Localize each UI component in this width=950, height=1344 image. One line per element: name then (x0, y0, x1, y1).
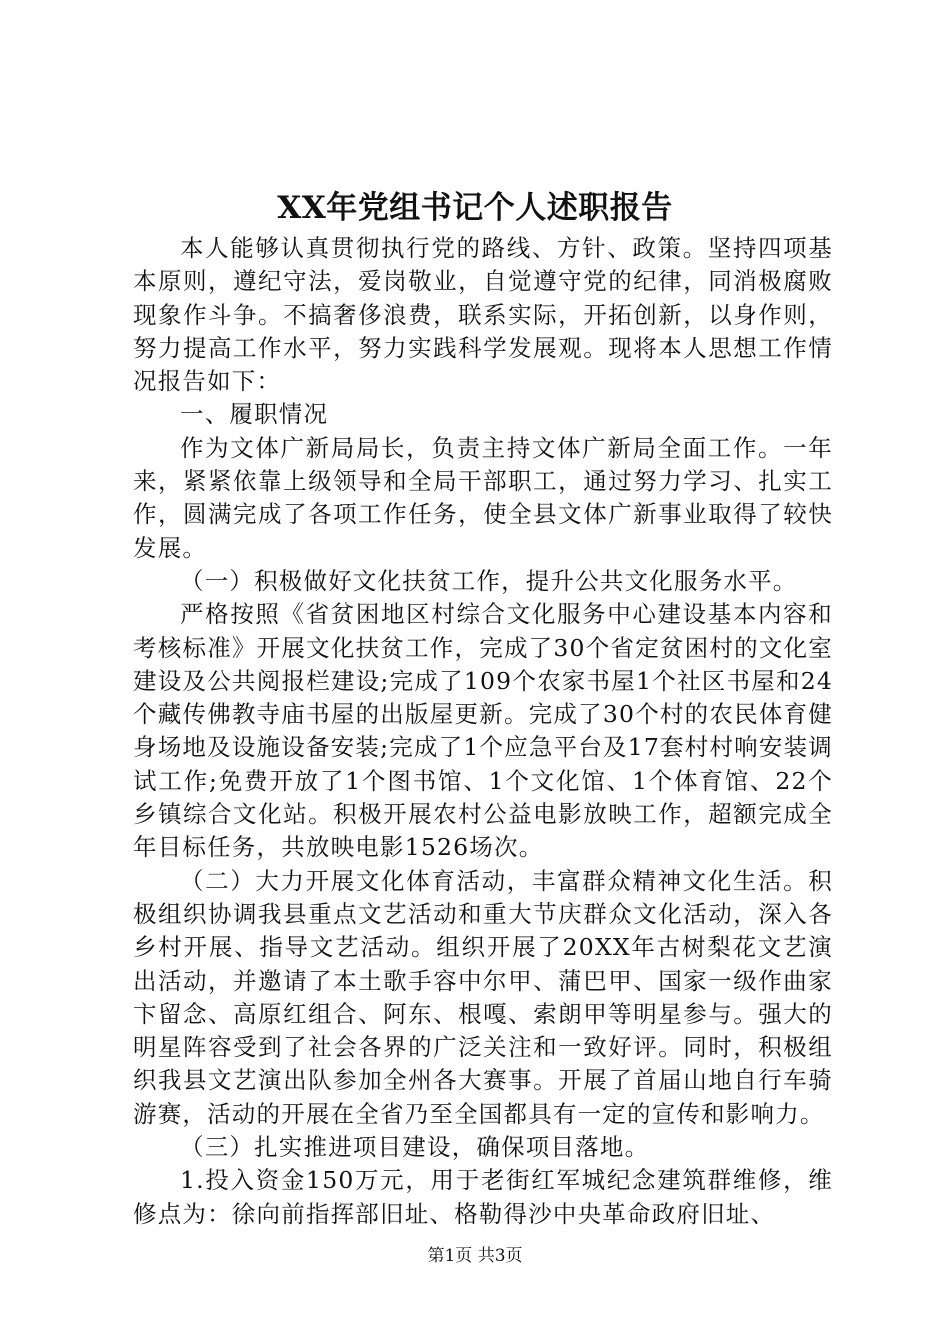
duties-paragraph: 作为文体广新局局长，负责主持文体广新局全面工作。一年来，紧紧依靠上级领导和全局干部职工，通过努力学习、扎实工作，圆满完成了各项工作任务，使全县文体广新事业取得了较快发展。 (133, 433, 833, 562)
page-number: 第1页 共3页 (427, 1246, 523, 1266)
document-body (133, 232, 833, 1231)
subsection-heading-3: （三）扎实推进项目建设，确保项目落地。 (180, 1133, 650, 1162)
subsection-heading-1: （一）积极做好文化扶贫工作，提升公共文化服务水平。 (180, 566, 798, 595)
intro-paragraph: 本人能够认真贯彻执行党的路线、方针、政策。坚持四项基本原则，遵纪守法，爱岗敬业，自觉遵守党的纪律，同消极腐败现象作斗争。不搞奢侈浪费，联系实际，开拓创新，以身作则，努力提高工作水平，努力实践科学发展观。现将本人思想工作情况报告如下： (133, 234, 833, 396)
section-heading-duties: 一、履职情况 (180, 400, 329, 429)
subsection-1-paragraph: 严格按照《省贫困地区村综合文化服务中心建设基本内容和考核标准》开展文化扶贫工作，完成了30个省定贫困村的文化室建设及公共阅报栏建设;完成了109个农家书屋1个社区书屋和24个藏传佛教寺庙书屋的出版屋更新。完成了30个村的农民体育健身场地及设施设备安装;完成了1个应急平台及17套村村响安装调试工作;免费开放了1个图书馆、1个文化馆、1个体育馆、22个乡镇综合文化站。积极开展农村公益电影放映工作，超额完成全年目标任务，共放映电影1526场次。 (133, 600, 833, 862)
subsection-2-paragraph: （二）大力开展文化体育活动，丰富群众精神文化生活。积极组织协调我县重点文艺活动和重大节庆群众文化活动，深入各乡村开展、指导文艺活动。组织开展了20XX年古树梨花文艺演出活动，并邀请了本土歌手容中尔甲、蒲巴甲、国家一级作曲家卞留念、高原红组合、阿东、根嘎、索朗甲等明星参与。强大的明星阵容受到了社会各界的广泛关注和一致好评。同时，积极组织我县文艺演出队参加全州各大赛事。开展了首届山地自行车骑游赛，活动的开展在全省乃至全国都具有一定的宣传和影响力。 (133, 866, 833, 1128)
document-title: XX年党组书记个人述职报告 (277, 190, 673, 226)
item-1-paragraph: 1.投入资金150万元，用于老街红军城纪念建筑群维修，维修点为：徐向前指挥部旧址、格勒得沙中央革命政府旧址、 (133, 1166, 833, 1228)
